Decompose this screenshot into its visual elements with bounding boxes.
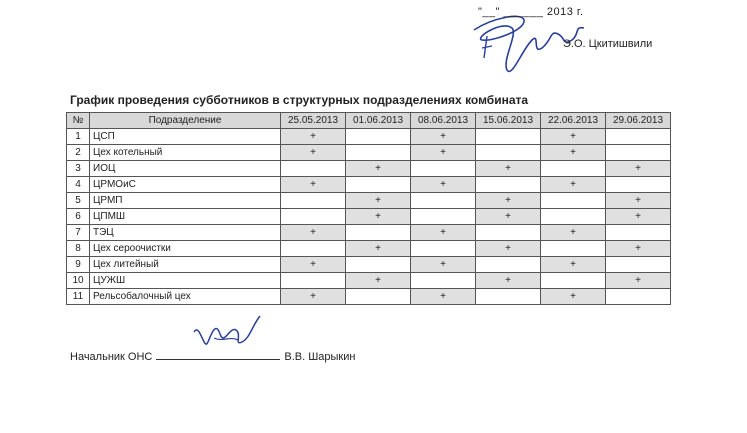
schedule-cell: [281, 241, 346, 257]
row-number: 1: [67, 129, 90, 145]
column-header: Подразделение: [90, 113, 281, 129]
schedule-cell: +: [281, 129, 346, 145]
schedule-cell: [606, 129, 671, 145]
schedule-cell: [476, 145, 541, 161]
schedule-cell: [411, 193, 476, 209]
column-header: 15.06.2013: [476, 113, 541, 129]
department-name: ЦРМОиС: [90, 177, 281, 193]
schedule-cell: +: [606, 193, 671, 209]
schedule-cell: +: [281, 177, 346, 193]
schedule-cell: [606, 145, 671, 161]
department-name: ТЭЦ: [90, 225, 281, 241]
schedule-cell: +: [411, 145, 476, 161]
schedule-cell: [346, 289, 411, 305]
schedule-cell: [411, 161, 476, 177]
table-header-row: [67, 113, 671, 129]
schedule-cell: [606, 289, 671, 305]
column-header: 08.06.2013: [411, 113, 476, 129]
approval-date-line: "__" ______ 2013 г.: [478, 6, 584, 18]
schedule-cell: +: [346, 241, 411, 257]
schedule-cell: [411, 209, 476, 225]
row-number: 3: [67, 161, 90, 177]
schedule-cell: +: [476, 241, 541, 257]
row-number: 6: [67, 209, 90, 225]
schedule-cell: [541, 161, 606, 177]
column-header: 25.05.2013: [281, 113, 346, 129]
table-row: [67, 241, 671, 257]
schedule-cell: [346, 257, 411, 273]
column-header: №: [67, 113, 90, 129]
schedule-cell: [281, 273, 346, 289]
schedule-cell: +: [281, 289, 346, 305]
schedule-cell: +: [541, 289, 606, 305]
schedule-cell: [476, 225, 541, 241]
schedule-cell: +: [346, 209, 411, 225]
row-number: 9: [67, 257, 90, 273]
approver-name: Э.О. Цкитишвили: [563, 38, 653, 50]
schedule-table: [66, 112, 671, 305]
schedule-cell: +: [606, 273, 671, 289]
schedule-cell: [606, 177, 671, 193]
table-row: [67, 289, 671, 305]
schedule-cell: [411, 241, 476, 257]
schedule-cell: +: [411, 129, 476, 145]
schedule-cell: [606, 225, 671, 241]
schedule-cell: +: [541, 177, 606, 193]
schedule-cell: +: [541, 145, 606, 161]
schedule-cell: [541, 273, 606, 289]
schedule-cell: +: [281, 257, 346, 273]
schedule-cell: +: [541, 225, 606, 241]
schedule-cell: [346, 145, 411, 161]
row-number: 8: [67, 241, 90, 257]
table-row: [67, 257, 671, 273]
schedule-cell: [346, 225, 411, 241]
schedule-cell: [541, 193, 606, 209]
schedule-cell: [606, 257, 671, 273]
schedule-cell: [281, 161, 346, 177]
schedule-cell: +: [346, 273, 411, 289]
head-position: Начальник ОНС: [70, 351, 153, 363]
column-header: 22.06.2013: [541, 113, 606, 129]
head-name: В.В. Шарыкин: [284, 351, 356, 363]
schedule-cell: [541, 241, 606, 257]
schedule-cell: +: [476, 273, 541, 289]
column-header: 29.06.2013: [606, 113, 671, 129]
row-number: 4: [67, 177, 90, 193]
schedule-cell: [411, 273, 476, 289]
row-number: 7: [67, 225, 90, 241]
schedule-cell: +: [476, 209, 541, 225]
table-row: [67, 225, 671, 241]
schedule-cell: +: [476, 193, 541, 209]
department-name: ИОЦ: [90, 161, 281, 177]
department-name: Рельсобалочный цех: [90, 289, 281, 305]
schedule-cell: +: [411, 257, 476, 273]
table-row: [67, 129, 671, 145]
table-row: [67, 193, 671, 209]
schedule-cell: +: [346, 161, 411, 177]
schedule-cell: [476, 177, 541, 193]
department-name: ЦПМШ: [90, 209, 281, 225]
row-number: 2: [67, 145, 90, 161]
schedule-cell: +: [541, 129, 606, 145]
schedule-cell: +: [411, 289, 476, 305]
table-row: [67, 177, 671, 193]
department-name: Цех котельный: [90, 145, 281, 161]
row-number: 5: [67, 193, 90, 209]
table-row: [67, 273, 671, 289]
schedule-cell: +: [606, 161, 671, 177]
table-row: [67, 161, 671, 177]
schedule-cell: +: [281, 145, 346, 161]
schedule-cell: [476, 129, 541, 145]
table-row: [67, 209, 671, 225]
department-name: ЦРМП: [90, 193, 281, 209]
row-number: 11: [67, 289, 90, 305]
schedule-cell: [541, 209, 606, 225]
schedule-cell: +: [411, 225, 476, 241]
document-title: График проведения субботников в структурных подразделениях комбината: [70, 93, 529, 107]
row-number: 10: [67, 273, 90, 289]
schedule-cell: +: [346, 193, 411, 209]
column-header: 01.06.2013: [346, 113, 411, 129]
schedule-cell: [476, 289, 541, 305]
table-body: [67, 129, 671, 305]
department-name: Цех сероочистки: [90, 241, 281, 257]
department-name: ЦУЖШ: [90, 273, 281, 289]
signature-line: [70, 349, 355, 363]
department-name: Цех литейный: [90, 257, 281, 273]
department-name: ЦСП: [90, 129, 281, 145]
schedule-cell: +: [476, 161, 541, 177]
schedule-cell: [346, 129, 411, 145]
schedule-cell: [281, 193, 346, 209]
schedule-cell: [281, 209, 346, 225]
schedule-cell: +: [281, 225, 346, 241]
schedule-cell: +: [606, 241, 671, 257]
table-row: [67, 145, 671, 161]
schedule-cell: +: [541, 257, 606, 273]
schedule-cell: [476, 257, 541, 273]
schedule-cell: +: [411, 177, 476, 193]
schedule-cell: [346, 177, 411, 193]
signature-underline: [156, 349, 280, 360]
schedule-cell: +: [606, 209, 671, 225]
